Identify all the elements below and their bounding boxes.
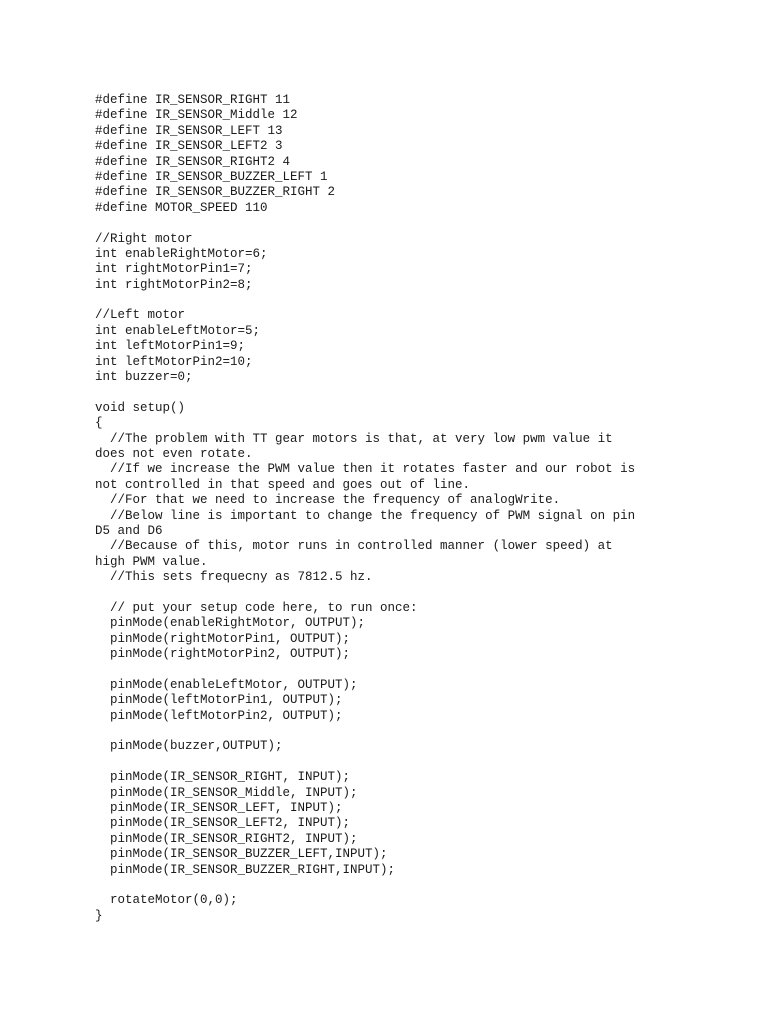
code-line-define-ir-sensor-left: #define IR_SENSOR_LEFT 13 (95, 123, 283, 138)
code-line-comment: //If we increase the PWM value then it rotates faster and our robot is (95, 462, 636, 477)
code-line-define-buzzer-right: #define IR_SENSOR_BUZZER_RIGHT 2 (95, 185, 336, 200)
code-line-open-brace: { (95, 416, 103, 431)
code-line-define-ir-sensor-middle: #define IR_SENSOR_Middle 12 (95, 108, 298, 123)
code-line-enable-right-motor: int enableRightMotor=6; (95, 246, 268, 261)
code-line-pinmode: pinMode(enableRightMotor, OUTPUT); (95, 616, 366, 631)
code-line-pinmode: pinMode(IR_SENSOR_RIGHT2, INPUT); (95, 831, 358, 846)
code-line-define-motor-speed: #define MOTOR_SPEED 110 (95, 200, 268, 215)
code-line-pinmode: pinMode(rightMotorPin2, OUTPUT); (95, 647, 351, 662)
code-line-void-setup: void setup() (95, 400, 186, 415)
code-line-buzzer-var: int buzzer=0; (95, 370, 193, 385)
code-line-comment-right-motor: //Right motor (95, 231, 193, 246)
code-line-right-motor-pin2: int rightMotorPin2=8; (95, 277, 253, 292)
code-line-comment: does not even rotate. (95, 446, 253, 461)
code-listing (95, 93, 675, 924)
code-line-left-motor-pin1: int leftMotorPin1=9; (95, 339, 246, 354)
code-line-blank (95, 755, 675, 770)
code-line-blank (95, 724, 675, 739)
code-line-enable-left-motor: int enableLeftMotor=5; (95, 323, 261, 338)
code-line-define-ir-sensor-right2: #define IR_SENSOR_RIGHT2 4 (95, 154, 291, 169)
code-line-pinmode: pinMode(leftMotorPin2, OUTPUT); (95, 708, 343, 723)
code-line-close-brace: } (95, 908, 103, 923)
code-line-comment: D5 and D6 (95, 523, 163, 538)
code-line-pinmode: pinMode(IR_SENSOR_LEFT2, INPUT); (95, 816, 351, 831)
code-line-right-motor-pin1: int rightMotorPin1=7; (95, 262, 253, 277)
code-line-comment: //This sets frequecny as 7812.5 hz. (95, 570, 373, 585)
code-line-blank (95, 385, 675, 400)
code-line-comment: // put your setup code here, to run once: (95, 600, 418, 615)
code-line-pinmode: pinMode(IR_SENSOR_BUZZER_RIGHT,INPUT); (95, 862, 396, 877)
code-line-pinmode: pinMode(IR_SENSOR_LEFT, INPUT); (95, 800, 343, 815)
code-line-pinmode: pinMode(IR_SENSOR_BUZZER_LEFT,INPUT); (95, 847, 388, 862)
code-line-comment: //The problem with TT gear motors is that, at very low pwm value it (95, 431, 613, 446)
code-line-comment: high PWM value. (95, 554, 208, 569)
code-line-comment: not controlled in that speed and goes out of line. (95, 477, 471, 492)
code-line-pinmode: pinMode(enableLeftMotor, OUTPUT); (95, 677, 358, 692)
code-line-comment: //Because of this, motor runs in controlled manner (lower speed) at (95, 539, 613, 554)
code-line-pinmode: pinMode(buzzer,OUTPUT); (95, 739, 283, 754)
code-line-pinmode: pinMode(leftMotorPin1, OUTPUT); (95, 693, 343, 708)
code-line-blank (95, 293, 675, 308)
code-line-comment: //For that we need to increase the frequency of analogWrite. (95, 493, 561, 508)
code-line-rotate-motor: rotateMotor(0,0); (95, 893, 238, 908)
code-line-left-motor-pin2: int leftMotorPin2=10; (95, 354, 253, 369)
code-line-comment: //Below line is important to change the frequency of PWM signal on pin (95, 508, 636, 523)
code-line-comment-left-motor: //Left motor (95, 308, 186, 323)
code-line-define-buzzer-left: #define IR_SENSOR_BUZZER_LEFT 1 (95, 169, 328, 184)
code-line-blank (95, 662, 675, 677)
code-line-pinmode: pinMode(IR_SENSOR_RIGHT, INPUT); (95, 770, 351, 785)
code-line-blank (95, 878, 675, 893)
code-line-pinmode: pinMode(IR_SENSOR_Middle, INPUT); (95, 785, 358, 800)
code-line-define-ir-sensor-left2: #define IR_SENSOR_LEFT2 3 (95, 139, 283, 154)
code-line-blank (95, 586, 675, 601)
code-line-blank (95, 216, 675, 231)
code-line-pinmode: pinMode(rightMotorPin1, OUTPUT); (95, 631, 351, 646)
code-line-define-ir-sensor-right: #define IR_SENSOR_RIGHT 11 (95, 93, 291, 107)
